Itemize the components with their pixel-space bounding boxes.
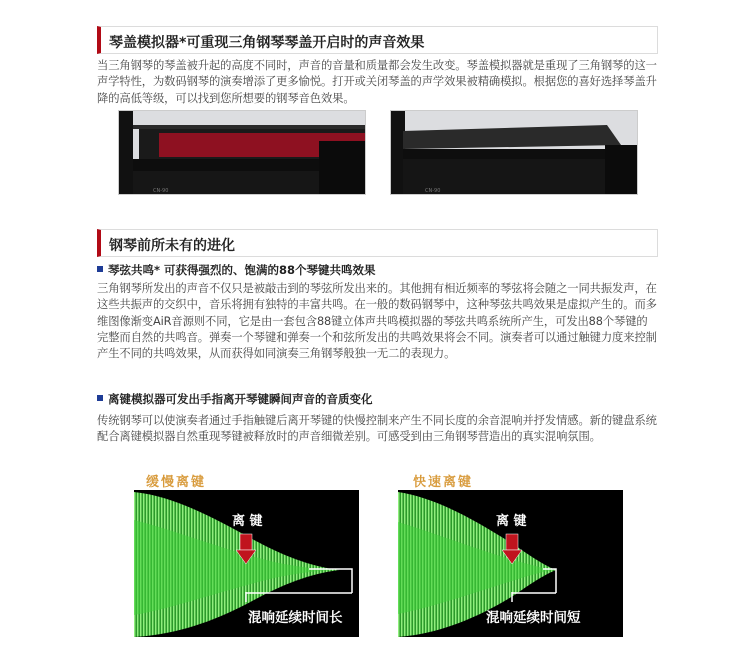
fast-release-label: 快速离键 [413, 475, 474, 490]
piano-image-lid-closed [390, 110, 638, 195]
subheading-key-release: 离键模拟器可发出手指离开琴键瞬间声音的音质变化 [97, 391, 373, 407]
section-title: 琴盖模拟器*可重现三角钢琴琴盖开启时的声音效果 [109, 35, 425, 51]
section-header-evolution [97, 229, 658, 257]
subheading-string-resonance: 琴弦共鸣* 可获得强烈的、饱满的88个琴键共鸣效果 [97, 262, 376, 278]
key-release-paragraph: 传统钢琴可以使演奏者通过手指触键后离开琴键的快慢控制来产生不同长度的余音混响并抒发情感。新的键盘系统配合离键模拟器自然重现琴键被释放时的声音细微差别。可感受到由三角钢琴营造出的真实混响氛围。 [97, 414, 657, 444]
waveform-slow-release [134, 490, 359, 637]
section-header-lid-simulator [97, 26, 658, 54]
model-badge: CN-90 [425, 188, 441, 194]
reverb-duration-text: 混响延续时间长 [248, 610, 343, 626]
waveform-fast-release [398, 490, 623, 637]
section-title: 钢琴前所未有的进化 [109, 238, 235, 254]
model-badge: CN-90 [153, 188, 169, 194]
string-resonance-paragraph: 三角钢琴所发出的声音不仅只是被敲击到的琴弦所发出来的。其他拥有相近频率的琴弦将会随之一同共振发声，在这些共振声的交织中，音乐将拥有独特的丰富共鸣。在一般的数码钢琴中，这种琴弦共鸣效果是虚拟产生的。而多维图像渐变AiR音源则不同，它是由一套包含88键立体声共鸣模拟器的琴弦共鸣系统所产生，可发出88个琴键的完整而自然的共鸣音。弹奏一个琴键和弹奏一个和弦所发出的共鸣效果将会不同。演奏者可以通过触键力度来控制产生不同的共鸣效果，从而获得如同演奏三角钢琴般独一无二的表现力。 [97, 282, 657, 361]
piano-image-lid-open [118, 110, 366, 195]
slow-release-label: 缓慢离键 [146, 475, 207, 490]
lid-simulator-paragraph: 当三角钢琴的琴盖被升起的高度不同时，声音的音量和质量都会发生改变。琴盖模拟器就是重现了三角钢琴的这一声学特性，为数码钢琴的演奏增添了更多愉悦。打开或关闭琴盖的声学效果被精确模拟。根据您的喜好选择琴盖升降的高低等级，可以找到您所想要的钢琴音色效果。 [97, 59, 657, 105]
bullet-icon [97, 266, 103, 272]
reverb-duration-text: 混响延续时间短 [486, 610, 581, 626]
bullet-icon [97, 395, 103, 401]
release-marker-text: 离 键 [232, 514, 263, 529]
release-marker-text: 离 键 [496, 514, 527, 529]
